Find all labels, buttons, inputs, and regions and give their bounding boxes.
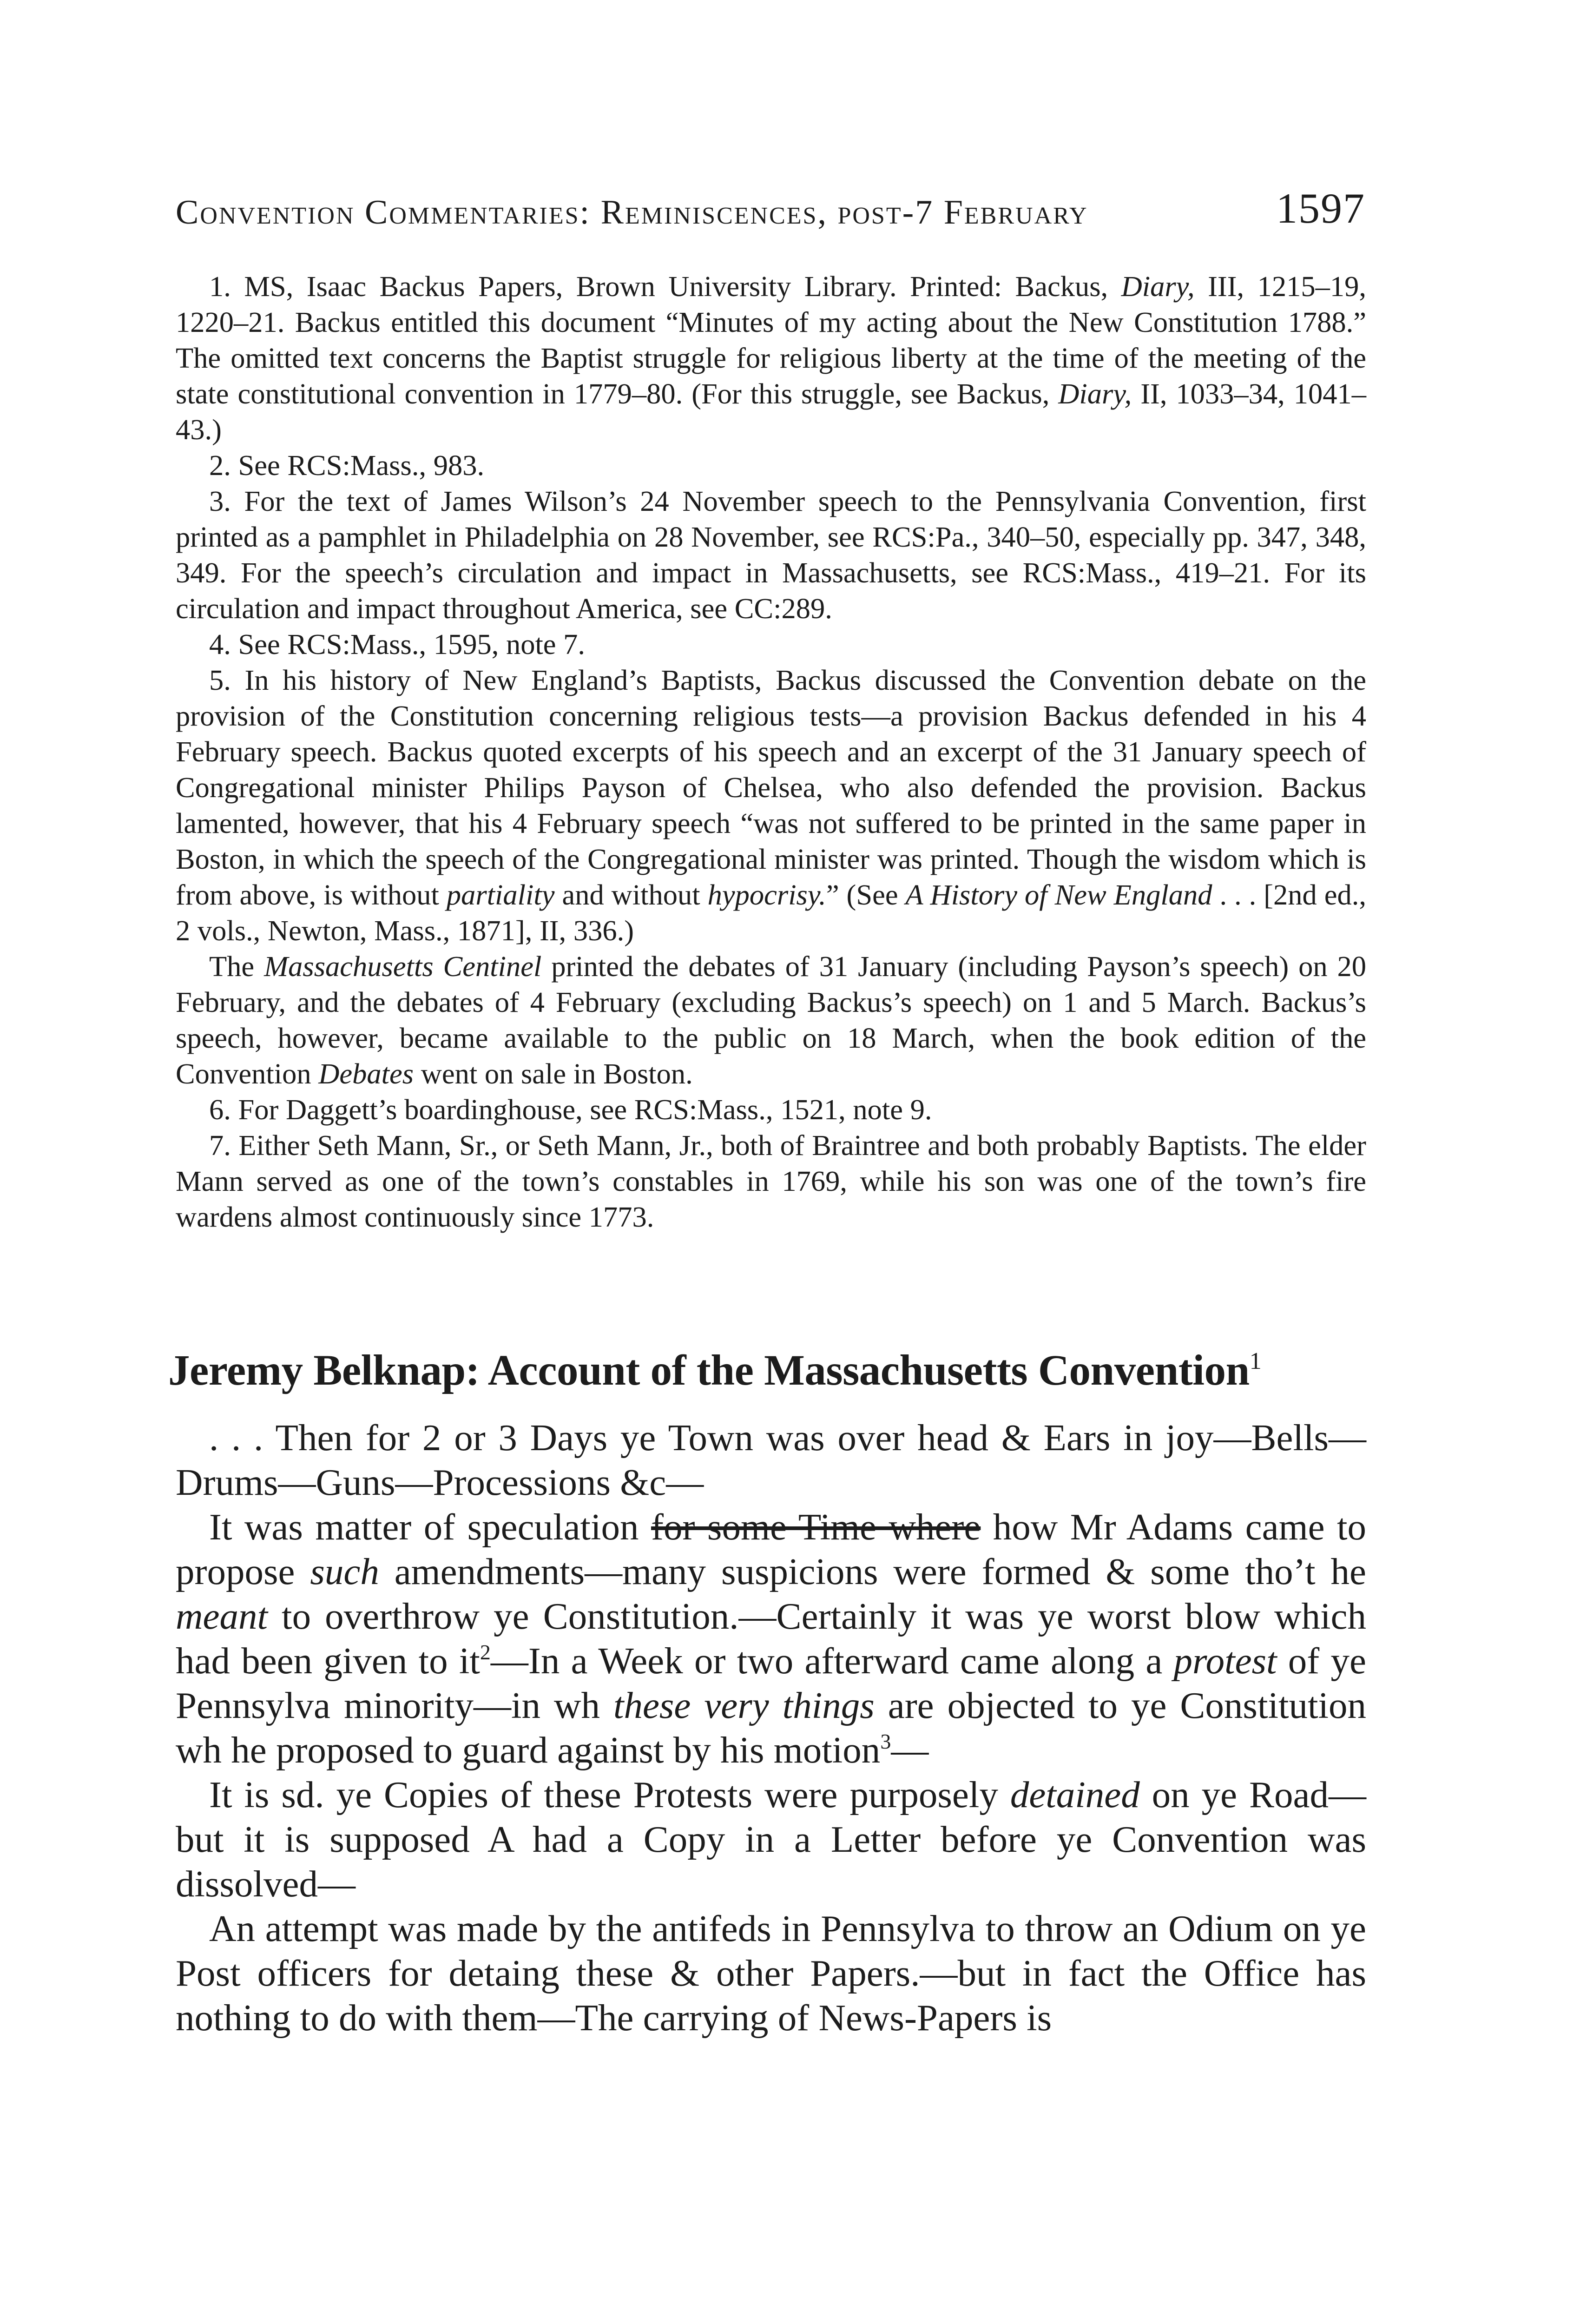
- note-1: 1. MS, Isaac Backus Papers, Brown University Library. Printed: Backus, Diary, III, 1215–19, 1220–21. Backus entitled this document “Minutes of my acting about the New Constitution 1788.” The omitted text concerns the Baptist struggle for religious liberty at the time of the meeting of the state constitutional convention in 1779–80. (For this struggle, see Backus, Diary, II, 1033–34, 1041–43.): [176, 270, 1366, 446]
- body-paragraph-3: It is sd. ye Copies of these Protests were purposely detained on ye Road—but it is supposed A had a Copy in a Letter before ye Convention was dissolved—: [176, 1774, 1366, 1905]
- note-4: 4. See RCS:Mass., 1595, note 7.: [209, 628, 586, 660]
- note-2: 2. See RCS:Mass., 983.: [209, 449, 485, 482]
- page-number: 1597: [1276, 185, 1365, 232]
- body-paragraph-4: An attempt was made by the antifeds in Pennsylva to throw an Odium on ye Post officers for detaing these & other Papers.—but in fact the Office has nothing to do with them—The carrying of News-Papers is: [176, 1908, 1366, 2039]
- note-7: 7. Either Seth Mann, Sr., or Seth Mann, Jr., both of Braintree and both probably Baptists. The elder Mann served as one of the town’s constables in 1769, while his son was one of the town’s fire wardens almost continuously since 1773.: [176, 1129, 1366, 1233]
- note-marker: 3: [880, 1730, 891, 1753]
- section-title: Jeremy Belknap: Account of the Massachusetts Convention$^1$: [168, 1347, 1262, 1394]
- note-5-continued: The Massachusetts Centinel printed the debates of 31 January (including Payson’s speech) on 20 February, and the debates of 4 February (excluding Backus’s speech) on 1 and 5 March. Backus’s speech, however, became available to the public on 18 March, when the book edition of the Convention Debates went on sale in Boston.: [176, 950, 1366, 1090]
- endnotes: [176, 269, 1366, 1235]
- body-paragraph-2: It was matter of speculation for some Time where how Mr Adams came to propose such amendments—many suspicions were formed & some tho’t he meant to overthrow ye Constitution.—Certainly it was ye worst blow which had been given to $it^2—In$ a Week or two afterward came along a protest of ye Pennsylva minority—in wh these very things are objected to ye Constitution wh he proposed to guard against by his motion$^3$—: [176, 1506, 1366, 1771]
- note-5: 5. In his history of New England’s Baptists, Backus discussed the Convention debate on the provision of the Constitution concerning religious tests—a provision Backus defended in his 4 February speech. Backus quoted excerpts of his speech and an excerpt of the 31 January speech of Congregational minister Philips Payson of Chelsea, who also defended the provision. Backus lamented, however, that his 4 February speech “was not suffered to be printed in the same paper in Boston, in which the speech of the Congregational minister was printed. Though the wisdom which is from above, is without partiality and without hypocrisy.” (See A History of New England . . . [2nd ed., 2 vols., Newton, Mass., 1871], II, 336.): [176, 664, 1366, 947]
- body-paragraph-1: . . . Then for 2 or 3 Days ye Town was over head & Ears in joy—Bells—Drums—Guns—Processions &c—: [176, 1417, 1366, 1503]
- note-6: 6. For Daggett’s boardinghouse, see RCS:Mass., 1521, note 9.: [209, 1093, 932, 1126]
- note-marker: 2: [480, 1640, 491, 1664]
- note-3: 3. For the text of James Wilson’s 24 November speech to the Pennsylvania Convention, first printed as a pamphlet in Philadelphia on 28 November, see RCS:Pa., 340–50, especially pp. 347, 348, 349. For the speech’s circulation and impact in Massachusetts, see RCS:Mass., 419–21. For its circulation and impact throughout America, see CC:289.: [176, 485, 1366, 625]
- document-body: [176, 1415, 1366, 2040]
- running-head: [176, 184, 1365, 239]
- struck-text: for some Time where: [651, 1506, 981, 1548]
- running-head-title: Convention Commentaries: Reminiscences, post-7 February: [176, 193, 1088, 231]
- title-note-marker: 1: [1249, 1348, 1262, 1374]
